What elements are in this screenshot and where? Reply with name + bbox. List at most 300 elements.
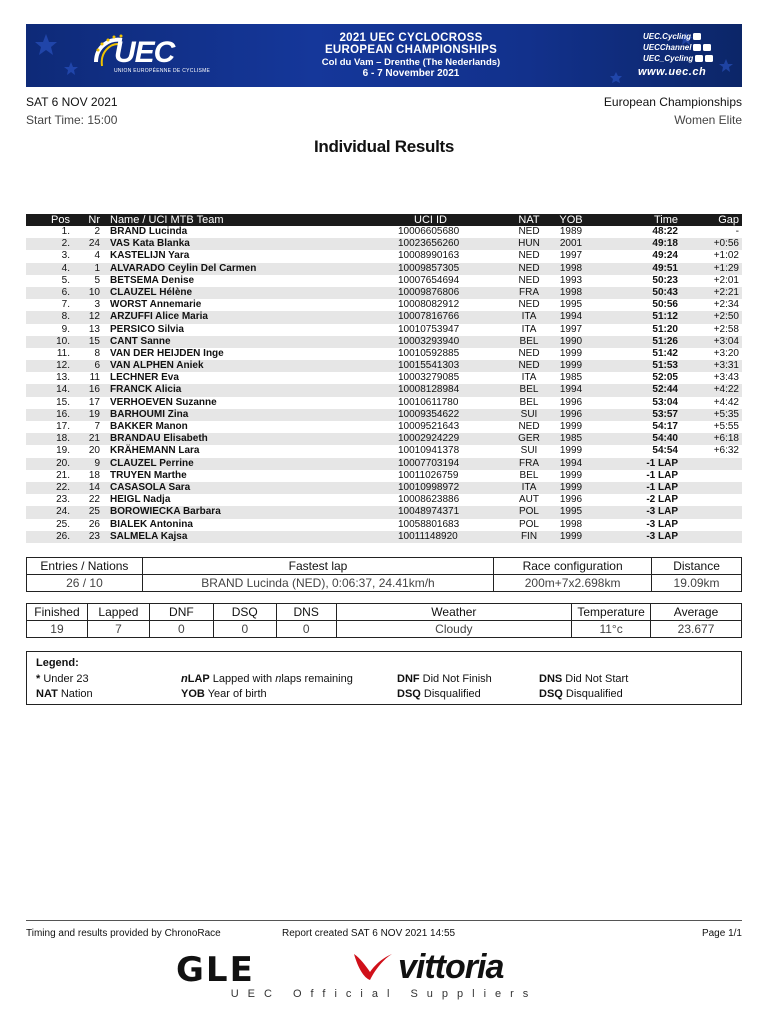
cell-name: VAN ALPHEN Aniek xyxy=(110,360,204,372)
cell-nat: ITA xyxy=(521,323,537,335)
page-footer xyxy=(26,920,742,944)
cell-yob: 1998 xyxy=(559,518,583,530)
cell-nat: HUN xyxy=(518,238,540,250)
cell-time: 53:57 xyxy=(652,408,678,420)
cell-gap: +4:22 xyxy=(713,384,739,396)
cell-pos: 7. xyxy=(61,299,70,311)
banner-location: Col du Vam – Drenthe (The Nederlands) xyxy=(321,57,501,68)
social-twitter-label: UEC_Cycling xyxy=(643,54,694,63)
cell-gap: +2:01 xyxy=(713,274,739,286)
event-name: European Championships xyxy=(603,95,742,109)
report-created: Report created SAT 6 NOV 2021 14:55 xyxy=(282,928,456,939)
cell-yob: 1990 xyxy=(559,335,583,347)
cell-pos: 19. xyxy=(56,445,70,457)
cell-yob: 1995 xyxy=(559,299,583,311)
cell-nat: NED xyxy=(518,226,540,237)
timing-provider: Timing and results provided by ChronoRace xyxy=(26,928,221,939)
cell-nat: FIN xyxy=(520,530,538,542)
cell-nr: 10 xyxy=(88,286,100,298)
cell-nr: 23 xyxy=(88,530,100,542)
cell-time: -3 LAP xyxy=(646,530,678,542)
table-row xyxy=(26,275,742,287)
cell-nr: 3 xyxy=(94,299,100,311)
cell-nr: 21 xyxy=(88,433,100,445)
table-row xyxy=(26,433,742,445)
table-row xyxy=(26,336,742,348)
cell-gap: +5:55 xyxy=(713,421,739,432)
table-row xyxy=(26,445,742,457)
cell-nr: 12 xyxy=(88,311,100,323)
cell-time: 54:54 xyxy=(652,445,678,457)
cell-gap: +3:31 xyxy=(713,360,739,372)
banner-dates: 6 - 7 November 2021 xyxy=(362,68,460,79)
banner-title-line1: 2021 UEC CYCLOCROSS xyxy=(339,32,483,44)
cell-nat: NED xyxy=(518,262,540,274)
legend-dns-text: Did Not Start xyxy=(565,673,629,685)
legend-title: Legend: xyxy=(36,657,79,669)
cell-nat: NED xyxy=(518,360,540,372)
legend-under23 xyxy=(36,673,89,685)
page-title: Individual Results xyxy=(313,137,455,156)
table-row xyxy=(26,470,742,482)
legend-under23-key: * xyxy=(36,673,41,685)
cell-name: SALMELA Kajsa xyxy=(110,530,188,542)
table-row xyxy=(26,263,742,275)
dsq-header: DSQ xyxy=(213,604,276,621)
cell-gap: +6:18 xyxy=(713,433,739,445)
cell-uci: 10010611780 xyxy=(398,396,459,408)
website-link[interactable]: www.uec.ch xyxy=(638,66,707,78)
temperature-value: 11°c xyxy=(572,621,651,638)
fastest-lap-header: Fastest lap xyxy=(142,558,493,575)
cell-uci: 10007703194 xyxy=(398,457,460,469)
cell-nr: 16 xyxy=(88,384,100,396)
cell-pos: 8. xyxy=(61,311,70,323)
cell-uci: 10009354622 xyxy=(398,408,460,420)
cell-name: CLAUZEL Perrine xyxy=(110,457,194,469)
table-row xyxy=(26,409,742,421)
cell-pos: 16. xyxy=(56,408,70,420)
gle-logo: GLE xyxy=(176,950,255,990)
entries-value: 26 / 10 xyxy=(27,575,143,592)
cell-time: -1 LAP xyxy=(646,457,678,469)
cell-uci: 10007654694 xyxy=(398,274,460,286)
cell-nr: 13 xyxy=(88,323,100,335)
cell-uci: 10008990163 xyxy=(398,250,460,262)
cell-name: KASTELIJN Yara xyxy=(110,250,190,262)
table-row xyxy=(26,482,742,494)
cell-uci: 10009857305 xyxy=(398,262,460,274)
race-date: SAT 6 NOV 2021 xyxy=(26,95,118,109)
social-twitter[interactable] xyxy=(643,54,713,63)
dns-header: DNS xyxy=(276,604,336,621)
cell-nat: NED xyxy=(518,347,540,359)
legend-box xyxy=(26,651,742,705)
cell-time: 51:12 xyxy=(652,311,678,323)
cell-uci: 10010753947 xyxy=(398,323,460,335)
cell-uci: 10010941378 xyxy=(398,445,460,457)
cell-nr: 17 xyxy=(88,396,100,408)
cell-nat: BEL xyxy=(519,396,539,408)
cell-yob: 1997 xyxy=(559,323,583,335)
table-row xyxy=(26,384,742,396)
cell-yob: 1998 xyxy=(559,286,583,298)
cell-nr: 7 xyxy=(94,421,100,432)
cell-uci: 10007816766 xyxy=(398,311,460,323)
cell-name: BETSEMA Denise xyxy=(110,274,195,286)
cell-yob: 1999 xyxy=(559,445,583,457)
cell-name: LECHNER Eva xyxy=(110,372,179,384)
cell-nr: 19 xyxy=(88,408,100,420)
table-row xyxy=(26,372,742,384)
cell-uci: 10008623886 xyxy=(398,494,460,506)
cell-gap: +4:42 xyxy=(713,396,739,408)
cell-time: 51:53 xyxy=(652,360,678,372)
cell-pos: 26. xyxy=(56,530,70,542)
cell-time: 52:44 xyxy=(652,384,678,396)
cell-name: WORST Annemarie xyxy=(110,299,202,311)
legend-yob xyxy=(181,688,267,700)
cell-uci: 10008128984 xyxy=(398,384,460,396)
table-row xyxy=(26,348,742,360)
social-youtube-label: UECChannel xyxy=(643,43,692,52)
uec-logo-subtitle: UNION EUROPÉENNE DE CYCLISME xyxy=(114,68,211,74)
table-row xyxy=(26,250,742,262)
table-row xyxy=(26,494,742,506)
cell-time: 52:05 xyxy=(652,372,678,384)
weather-header: Weather xyxy=(336,604,571,621)
cell-nr: 22 xyxy=(88,494,100,506)
race-stats-table xyxy=(26,603,742,638)
cell-nr: 9 xyxy=(94,457,100,469)
cell-time: 51:20 xyxy=(652,323,678,335)
cell-nr: 5 xyxy=(94,274,100,286)
table-row xyxy=(26,299,742,311)
cell-nat: ITA xyxy=(521,372,537,384)
cell-gap: +2:50 xyxy=(713,311,739,323)
suppliers-caption: UEC Official Suppliers xyxy=(230,988,538,1000)
race-config-value: 200m+7x2.698km xyxy=(494,575,652,592)
col-header-name: Name / UCI MTB Team xyxy=(110,214,224,226)
cell-name: ARZUFFI Alice Maria xyxy=(110,311,208,323)
cell-pos: 10. xyxy=(56,335,70,347)
legend-yob-key: YOB xyxy=(181,688,205,700)
results-body xyxy=(26,226,742,543)
legend-dsq2-key: DSQ xyxy=(539,688,563,700)
temperature-header: Temperature xyxy=(572,604,651,621)
cell-yob: 1999 xyxy=(559,421,583,432)
cell-nr: 20 xyxy=(88,445,100,457)
cell-yob: 1996 xyxy=(559,494,583,506)
cell-nat: BEL xyxy=(519,469,539,481)
vittoria-mark-icon xyxy=(350,950,396,984)
col-header-nat: NAT xyxy=(518,214,540,226)
cell-yob: 1993 xyxy=(559,274,583,286)
cell-uci: 10009876806 xyxy=(398,286,460,298)
table-row xyxy=(26,531,742,543)
facebook-icon xyxy=(693,33,701,40)
race-summary-table xyxy=(26,557,742,592)
start-time: Start Time: 15:00 xyxy=(26,113,118,127)
cell-name: VAN DER HEIJDEN Inge xyxy=(110,347,224,359)
cell-gap: +6:32 xyxy=(713,445,739,457)
table-row xyxy=(26,397,742,409)
cell-nat: AUT xyxy=(519,494,539,506)
dailymotion-icon xyxy=(703,44,711,51)
cell-nr: 24 xyxy=(88,238,100,250)
race-config-header: Race configuration xyxy=(494,558,652,575)
cell-pos: 2. xyxy=(61,238,70,250)
cell-yob: 1999 xyxy=(559,360,583,372)
cell-name: ALVARADO Ceylin Del Carmen xyxy=(110,262,257,274)
distance-header: Distance xyxy=(652,558,742,575)
cell-gap: +5:35 xyxy=(713,408,739,420)
legend-dnf-text: Did Not Finish xyxy=(422,673,492,685)
cell-name: BAKKER Manon xyxy=(110,421,188,432)
cell-time: -1 LAP xyxy=(646,469,678,481)
col-header-nr: Nr xyxy=(88,214,100,226)
lapped-header: Lapped xyxy=(87,604,149,621)
legend-nlap-text3: laps remaining xyxy=(281,673,353,685)
cell-pos: 3. xyxy=(61,250,70,262)
legend-under23-text: Under 23 xyxy=(43,673,89,685)
event-banner xyxy=(26,24,742,87)
cell-time: -3 LAP xyxy=(646,506,678,518)
cell-time: 53:04 xyxy=(652,396,678,408)
col-header-time: Time xyxy=(653,214,678,226)
legend-nlap-key2: LAP xyxy=(187,673,210,685)
cell-yob: 1996 xyxy=(559,396,583,408)
cell-name: FRANCK Alicia xyxy=(110,384,182,396)
cell-nat: ITA xyxy=(521,311,537,323)
cell-time: 54:17 xyxy=(652,421,678,432)
cell-name: CASASOLA Sara xyxy=(110,481,191,493)
cell-uci: 10002924229 xyxy=(398,433,460,445)
cell-uci: 10003279085 xyxy=(398,372,460,384)
legend-nat xyxy=(36,688,93,700)
youtube-icon xyxy=(693,44,701,51)
race-category: Women Elite xyxy=(674,113,742,127)
fastest-lap-value: BRAND Lucinda (NED), 0:06:37, 24.41km/h xyxy=(142,575,493,592)
cell-uci: 10011026759 xyxy=(398,469,459,481)
cell-time: 49:24 xyxy=(652,250,678,262)
table-row xyxy=(26,421,742,433)
cell-pos: 1. xyxy=(61,226,70,237)
cell-uci: 10011148920 xyxy=(398,530,458,542)
cell-nat: NED xyxy=(518,250,540,262)
cell-nat: POL xyxy=(518,518,539,530)
banner-title-line2: EUROPEAN CHAMPIONSHIPS xyxy=(324,44,498,56)
cell-nat: SUI xyxy=(520,445,538,457)
finished-header: Finished xyxy=(27,604,88,621)
cell-time: 49:51 xyxy=(652,262,678,274)
average-value: 23.677 xyxy=(651,621,742,638)
cell-pos: 4. xyxy=(61,262,70,274)
uec-logo-text: UEC xyxy=(114,36,175,69)
cell-time: 50:23 xyxy=(652,274,678,286)
cell-nat: NED xyxy=(518,299,540,311)
results-table xyxy=(26,214,742,543)
cell-pos: 22. xyxy=(56,481,70,493)
cell-pos: 21. xyxy=(56,469,70,481)
table-row xyxy=(26,458,742,470)
dnf-value: 0 xyxy=(149,621,213,638)
table-row xyxy=(26,519,742,531)
legend-dsq-key: DSQ xyxy=(397,688,421,700)
dnf-header: DNF xyxy=(149,604,213,621)
cell-uci: 10008082912 xyxy=(398,299,460,311)
dns-value: 0 xyxy=(276,621,336,638)
cell-nr: 25 xyxy=(88,506,100,518)
cell-uci: 10048974371 xyxy=(398,506,460,518)
cell-nat: POL xyxy=(518,506,539,518)
cell-uci: 10015541303 xyxy=(398,360,460,372)
cell-time: -3 LAP xyxy=(646,518,678,530)
vittoria-logo: vittoria xyxy=(398,948,504,986)
legend-nlap-key: n xyxy=(181,673,188,685)
cell-yob: 1999 xyxy=(559,469,583,481)
cell-uci: 10003293940 xyxy=(398,335,460,347)
col-header-uci: UCI ID xyxy=(414,214,447,226)
cell-yob: 1985 xyxy=(559,433,583,445)
legend-dns xyxy=(539,673,628,685)
cell-time: 51:42 xyxy=(652,347,678,359)
cell-pos: 11. xyxy=(56,347,70,359)
legend-nlap-text1: Lapped with xyxy=(212,673,273,685)
cell-nr: 26 xyxy=(88,518,100,530)
legend-nat-key: NAT xyxy=(36,688,58,700)
cell-time: 50:43 xyxy=(652,286,678,298)
cell-nr: 2 xyxy=(94,226,100,237)
cell-gap: +2:34 xyxy=(713,299,739,311)
table-row xyxy=(26,238,742,250)
cell-time: -1 LAP xyxy=(646,481,678,493)
table-row xyxy=(26,506,742,518)
cell-time: 48:22 xyxy=(652,226,678,237)
cell-name: VAS Kata Blanka xyxy=(110,238,190,250)
twitter-icon xyxy=(695,55,703,62)
dsq-value: 0 xyxy=(213,621,276,638)
cell-nr: 1 xyxy=(94,262,100,274)
cell-pos: 15. xyxy=(56,396,70,408)
cell-name: BOROWIECKA Barbara xyxy=(110,506,221,518)
cell-yob: 1985 xyxy=(559,372,583,384)
cell-uci: 10010592885 xyxy=(398,347,460,359)
cell-gap: +2:58 xyxy=(713,323,739,335)
distance-value: 19.09km xyxy=(652,575,742,592)
cell-uci: 10006605680 xyxy=(398,226,460,237)
cell-nr: 18 xyxy=(88,469,100,481)
cell-nat: NED xyxy=(518,274,540,286)
cell-yob: 1989 xyxy=(559,226,583,237)
social-facebook-label: UEC.Cycling xyxy=(643,32,692,41)
cell-gap: +3:20 xyxy=(713,347,739,359)
legend-yob-text: Year of birth xyxy=(207,688,267,700)
social-facebook[interactable] xyxy=(643,32,701,41)
cell-pos: 9. xyxy=(61,323,70,335)
cell-name: HEIGL Nadja xyxy=(110,494,171,506)
legend-dnf-key: DNF xyxy=(397,673,420,685)
cell-name: BIALEK Antonina xyxy=(110,518,193,530)
lapped-value: 7 xyxy=(87,621,149,638)
cell-nat: GER xyxy=(518,433,540,445)
cell-yob: 2001 xyxy=(559,238,583,250)
cell-uci: 10023656260 xyxy=(398,238,460,250)
cell-pos: 18. xyxy=(56,433,70,445)
legend-dsq2-text: Disqualified xyxy=(565,688,623,700)
entries-header: Entries / Nations xyxy=(27,558,143,575)
cell-name: CLAUZEL Hélène xyxy=(110,286,193,298)
cell-gap: +0:56 xyxy=(713,238,739,250)
cell-gap: +3:04 xyxy=(713,335,739,347)
cell-nr: 14 xyxy=(88,481,100,493)
col-header-pos: Pos xyxy=(51,214,70,226)
cell-nat: NED xyxy=(518,421,540,432)
legend-dns-key: DNS xyxy=(539,673,563,685)
weather-value: Cloudy xyxy=(336,621,571,638)
legend-nlap xyxy=(181,673,353,685)
social-youtube[interactable] xyxy=(643,43,711,52)
cell-name: BRANDAU Elisabeth xyxy=(110,433,208,445)
cell-nat: ITA xyxy=(521,481,537,493)
cell-yob: 1997 xyxy=(559,250,583,262)
cell-yob: 1994 xyxy=(559,457,583,469)
cell-pos: 5. xyxy=(61,274,70,286)
results-header-row xyxy=(26,214,742,226)
cell-yob: 1994 xyxy=(559,311,583,323)
cell-pos: 12. xyxy=(56,360,70,372)
cell-uci: 10010998972 xyxy=(398,481,460,493)
cell-name: BARHOUMI Zina xyxy=(110,408,189,420)
cell-name: BRAND Lucinda xyxy=(110,226,188,237)
cell-name: CANT Sanne xyxy=(110,335,171,347)
cell-name: TRUYEN Marthe xyxy=(110,469,187,481)
cell-time: 49:18 xyxy=(652,238,678,250)
cell-name: KRÄHEMANN Lara xyxy=(110,445,200,457)
table-row xyxy=(26,226,742,238)
table-row xyxy=(26,324,742,336)
cell-yob: 1999 xyxy=(559,530,583,542)
cell-nat: BEL xyxy=(519,384,539,396)
cell-pos: 25. xyxy=(56,518,70,530)
cell-yob: 1994 xyxy=(559,384,583,396)
cell-gap: - xyxy=(735,226,739,237)
cell-pos: 24. xyxy=(56,506,70,518)
col-header-gap: Gap xyxy=(718,214,739,226)
cell-pos: 13. xyxy=(56,372,70,384)
finished-value: 19 xyxy=(27,621,88,638)
cell-time: 50:56 xyxy=(652,299,678,311)
cell-nr: 15 xyxy=(88,335,100,347)
table-row xyxy=(26,311,742,323)
cell-yob: 1999 xyxy=(559,347,583,359)
cell-nat: BEL xyxy=(519,335,539,347)
instagram-icon xyxy=(705,55,713,62)
cell-time: 51:26 xyxy=(652,335,678,347)
average-header: Average xyxy=(651,604,742,621)
legend-dsq-text: Disqualified xyxy=(423,688,481,700)
cell-name: PERSICO Silvia xyxy=(110,323,184,335)
cell-gap: +2:21 xyxy=(713,286,739,298)
cell-nat: FRA xyxy=(519,457,539,469)
table-row xyxy=(26,360,742,372)
legend-dsq2 xyxy=(539,688,623,700)
legend-dnf xyxy=(397,673,492,685)
cell-time: 54:40 xyxy=(652,433,678,445)
cell-nr: 11 xyxy=(89,372,100,384)
legend-dsq xyxy=(397,688,481,700)
cell-yob: 1996 xyxy=(559,408,583,420)
